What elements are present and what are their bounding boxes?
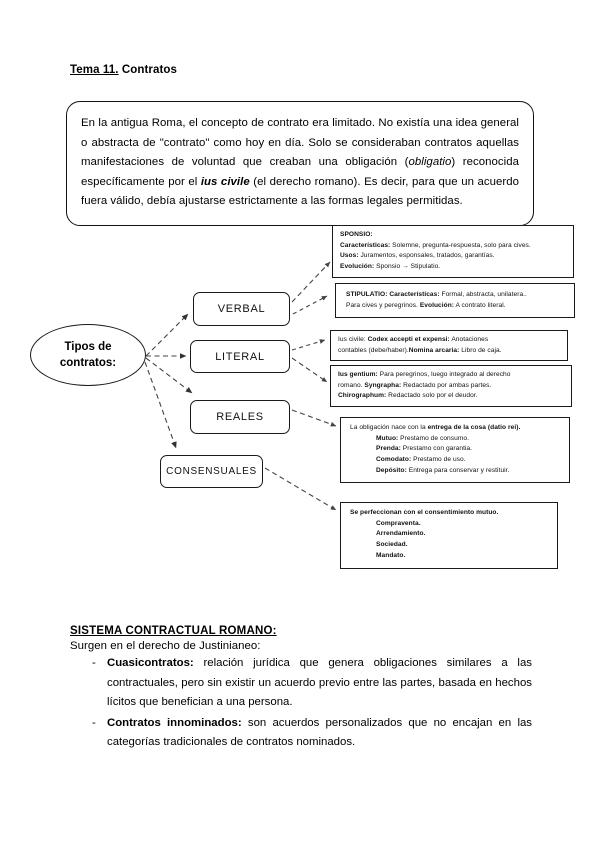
innominados-text: son acuerdos personalizados que no encajan en las categorías tradicionales de contratos nominados.	[107, 716, 532, 749]
consensuales-item-sociedad	[350, 540, 551, 551]
node-reales: REALES	[190, 400, 290, 434]
node-literal: LITERAL	[190, 340, 290, 373]
root-node-line2: contratos:	[59, 357, 117, 369]
consensuales-item-compraventa	[350, 519, 551, 530]
intro-ius-civile: ius civile	[200, 175, 250, 188]
stipulatio-line-2	[346, 301, 568, 312]
ius-gentium-label: Ius gentium:	[338, 371, 378, 378]
page-title	[70, 64, 177, 76]
consensuales-intro-text: Se perfeccionan con el consentimiento mutuo.	[350, 509, 499, 516]
ius-civile-line-1	[338, 335, 561, 346]
bullet-dash: -	[92, 716, 96, 729]
node-verbal: VERBAL	[193, 292, 290, 326]
consensuales-sociedad-label: Sociedad.	[376, 541, 408, 549]
intro-paragraph	[81, 114, 519, 212]
sponsio-line-2	[340, 241, 567, 252]
stipulatio-evolucion-label: Evolución:	[419, 301, 455, 309]
sponsio-usos-text: Juramentos, esponsales, tratados, garantías.	[358, 252, 495, 260]
innominados-label: Contratos innominados:	[107, 716, 242, 729]
ius-gentium-chirographum-label: Chirographum:	[338, 392, 387, 400]
ius-gentium-text: Para peregrinos, luego integrado al derecho	[377, 371, 511, 378]
sponsio-usos-label: Usos:	[340, 252, 359, 260]
ius-civile-nomina-label: Nomina arcaria:	[408, 346, 460, 354]
page-title-topic: Contratos	[121, 64, 178, 76]
reales-mutuo-label: Mutuo:	[376, 434, 399, 442]
detail-box-reales	[340, 417, 570, 483]
intro-part3: (el derecho romano). Es decir, para que un acuerdo fuera válido, debía ajustarse estrictamente a las formas legales permitidas.	[81, 175, 519, 208]
consensuales-line-1	[350, 508, 551, 519]
reales-item-deposito	[350, 466, 563, 477]
intro-callout-box	[66, 101, 534, 226]
stipulatio-title-label: STIPULATIO: Características:	[346, 291, 440, 298]
stipulatio-line-1	[346, 290, 568, 301]
stipulatio-evolucion-text: A contrato literal.	[454, 301, 506, 309]
reales-deposito-text: Entrega para conservar y restituir.	[406, 466, 510, 474]
reales-comodato-text: Prestamo de uso.	[411, 456, 466, 464]
ius-civile-contables-text: contables (debe/haber).	[338, 346, 409, 354]
sponsio-line-1	[340, 230, 567, 241]
sponsio-evolucion-text: Sponsio → Stipulatio.	[374, 263, 441, 271]
consensuales-arrendamiento-label: Arrendamiento.	[376, 530, 426, 538]
detail-box-ius-gentium	[330, 365, 572, 407]
ius-gentium-romano-text: romano.	[338, 381, 365, 389]
section-heading: SISTEMA CONTRACTUAL ROMANO:	[70, 625, 277, 637]
bullet-dash: -	[92, 657, 96, 669]
reales-prenda-text: Prestamo con garantia.	[400, 445, 473, 453]
intro-part2: ) reconocida específicamente por el	[81, 156, 519, 188]
ius-civile-codex-text: Anotaciones	[449, 336, 489, 343]
sponsio-line-3	[340, 251, 567, 262]
consensuales-item-arrendamiento	[350, 529, 551, 540]
sponsio-title: SPONSIO:	[340, 231, 373, 238]
reales-line-1	[350, 423, 563, 434]
contract-types-diagram	[0, 210, 600, 600]
ius-civile-prefix: Ius civile:	[338, 336, 368, 343]
sponsio-line-4	[340, 262, 567, 273]
sistema-contractual-section	[70, 625, 532, 754]
reales-comodato-label: Comodato:	[376, 456, 412, 464]
root-node-line1: Tipos de	[64, 340, 112, 353]
reales-item-prenda	[350, 444, 563, 455]
reales-prenda-label: Prenda:	[376, 445, 401, 453]
ius-gentium-chirographum-text: Redactado solo por el deudor.	[386, 392, 478, 400]
detail-box-consensuales	[340, 502, 558, 569]
list-item	[70, 654, 532, 713]
section-lead-text: Surgen en el derecho de Justinianeo:	[70, 640, 261, 652]
ius-gentium-line-2	[338, 381, 565, 392]
cuasicontratos-text: relación jurídica que genera obligaciones similares a las contractuales, pero sin existir un acuerdo previo entre las partes, basada en hechos lícitos que benefician a una persona.	[107, 657, 532, 709]
reales-mutuo-text: Prestamo de consumo.	[398, 434, 469, 442]
stipulatio-title-text: Formal, abstracta, unilatera..	[439, 291, 527, 298]
sponsio-evolucion-label: Evolución:	[340, 263, 375, 271]
reales-deposito-label: Depósito:	[376, 466, 407, 474]
sponsio-caracteristicas-text: Solemne, pregunta-respuesta, solo para cives.	[390, 241, 531, 249]
reales-entrega-bold: entrega de la cosa (datio rei).	[427, 424, 521, 431]
intro-obligatio: obligatio	[408, 156, 452, 169]
reales-item-mutuo	[350, 434, 563, 445]
section-bullet-list	[70, 654, 532, 753]
ius-gentium-line-3	[338, 391, 565, 402]
ius-civile-nomina-text: Libro de caja.	[459, 346, 502, 354]
ius-gentium-syngrapha-text: Redactado por ambas partes.	[401, 381, 492, 389]
detail-box-ius-civile	[330, 330, 568, 361]
list-item	[70, 714, 532, 753]
consensuales-compraventa-label: Compraventa.	[376, 519, 421, 527]
diagram-root-node	[30, 324, 146, 386]
cuasicontratos-label: Cuasicontratos:	[107, 657, 194, 669]
ius-civile-codex-label: Codex accepti et expensi:	[367, 336, 450, 343]
ius-civile-line-2	[338, 346, 561, 357]
ius-gentium-syngrapha-label: Syngrapha:	[364, 381, 402, 389]
ius-gentium-line-1	[338, 370, 565, 381]
sponsio-caracteristicas-label: Características:	[340, 241, 391, 249]
intro-part1: En la antigua Roma, el concepto de contrato era limitado. No existía una idea general o abstracta de "contrato" como hoy en día. Solo se consideraban contratos aquellas manifestaciones de voluntad que creaban una obligación (	[81, 117, 519, 169]
reales-intro-text: La obligación nace con la	[350, 424, 428, 431]
detail-box-sponsio	[332, 225, 574, 278]
consensuales-item-mandato	[350, 551, 551, 562]
reales-item-comodato	[350, 455, 563, 466]
consensuales-mandato-label: Mandato.	[376, 551, 406, 559]
stipulatio-cives-text: Para cives y peregrinos.	[346, 301, 420, 309]
node-consensuales: CONSENSUALES	[160, 455, 263, 488]
detail-box-stipulatio	[335, 283, 575, 318]
page-title-tema: Tema 11.	[70, 64, 119, 76]
